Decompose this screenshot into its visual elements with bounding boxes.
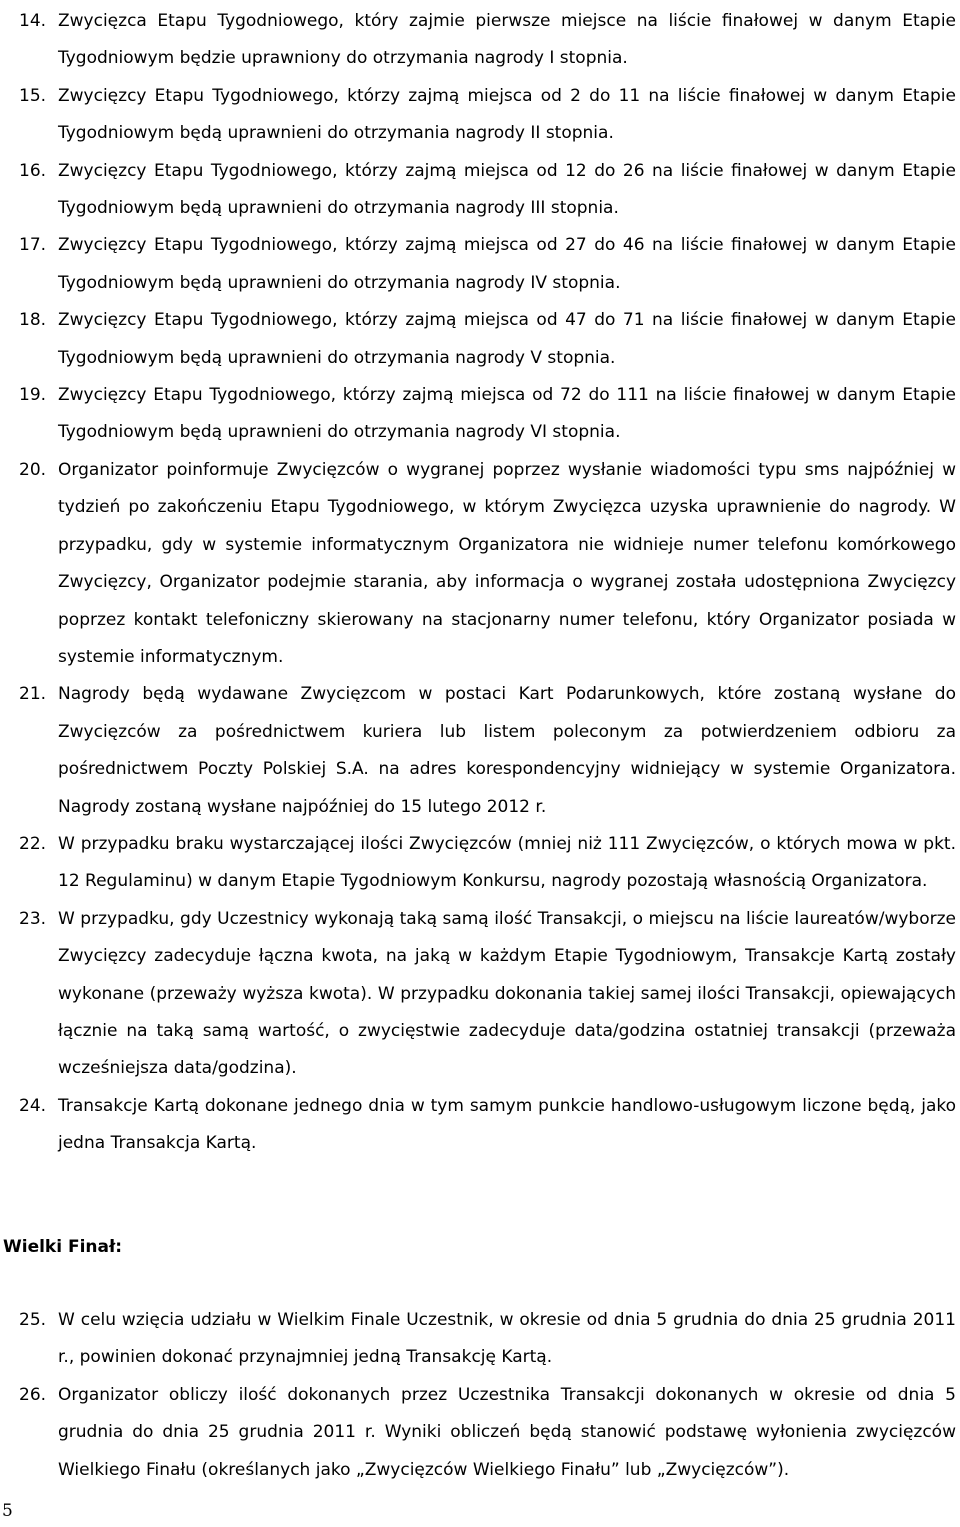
rule-item-20: [0, 452, 956, 676]
rule-text: W celu wzięcia udziału w Wielkim Finale Uczestnik, w okresie od dnia 5 grudnia do dnia 25 grudnia 2011 r., powinien dokonać przynajmniej jedną Transakcję Kartą.: [58, 1310, 956, 1368]
rule-number: 21.: [19, 684, 47, 705]
rule-number: 24.: [19, 1095, 47, 1116]
rule-item-22: [0, 826, 956, 901]
rule-item-26: [0, 1377, 956, 1489]
rule-text: Zwycięzcy Etapu Tygodniowego, którzy zajmą miejsca od 47 do 71 na liście finałowej w danym Etapie Tygodniowym będą uprawnieni do otrzymania nagrody V stopnia.: [58, 310, 956, 368]
rules-list-grand-final: [0, 1302, 956, 1489]
rule-text: Zwycięzcy Etapu Tygodniowego, którzy zajmą miejsca od 27 do 46 na liście finałowej w danym Etapie Tygodniowym będą uprawnieni do otrzymania nagrody IV stopnia.: [58, 235, 956, 293]
rule-number: 17.: [19, 235, 47, 256]
rule-number: 15.: [19, 85, 47, 106]
rule-item-18: [0, 302, 956, 377]
rule-number: 18.: [19, 310, 47, 331]
rules-list-weekly: [0, 3, 956, 1163]
rule-number: 25.: [19, 1310, 47, 1330]
rule-text: W przypadku, gdy Uczestnicy wykonają taką samą ilość Transakcji, o miejscu na liście laureatów/wyborze Zwycięzcy zadecyduje łączna kwota, na jaką w każdym Etapie Tygodniowym, Transakcje Kartą zostały wykonane (przeważy wyższa kwota). W przypadku dokonania takiej samej ilości Transakcji, opiewających łącznie na taką samą wartość, o zwycięstwie zadecyduje data/godzina ostatniej transakcji (przeważa wcześniejsza data/godzina).: [58, 908, 956, 1079]
rule-number: 22.: [19, 833, 47, 854]
rule-item-19: [0, 377, 956, 452]
rule-number: 26.: [19, 1384, 47, 1405]
rule-text: Nagrody będą wydawane Zwycięzcom w postaci Kart Podarunkowych, które zostaną wysłane do Zwycięzców za pośrednictwem kuriera lub listem poleconym za potwierdzeniem odbioru za pośrednictwem Poczty Polskiej S.A. na adres korespondencyjny widniejący w systemie Organizatora. Nagrody zostaną wysłane najpóźniej do 15 lutego 2012 r.: [58, 684, 956, 817]
rule-text: Zwycięzcy Etapu Tygodniowego, którzy zajmą miejsca od 2 do 11 na liście finałowej w danym Etapie Tygodniowym będą uprawnieni do otrzymania nagrody II stopnia.: [58, 85, 956, 144]
rule-item-17: [0, 227, 956, 302]
rule-text: Transakcje Kartą dokonane jednego dnia w tym samym punkcie handlowo-usługowym liczone będą, jako jedna Transakcja Kartą.: [58, 1095, 956, 1154]
rule-text: Zwycięzca Etapu Tygodniowego, który zajmie pierwsze miejsce na liście finałowej w danym Etapie Tygodniowym będzie uprawniony do otrzymania nagrody I stopnia.: [58, 11, 956, 69]
rule-text: Zwycięzcy Etapu Tygodniowego, którzy zajmą miejsca od 12 do 26 na liście finałowej w danym Etapie Tygodniowym będą uprawnieni do otrzymania nagrody III stopnia.: [58, 160, 956, 219]
rule-item-14: [0, 3, 956, 78]
rule-number: 20.: [19, 459, 47, 480]
rule-item-24: [0, 1088, 956, 1163]
rule-item-23: [0, 901, 956, 1088]
rule-number: 23.: [19, 908, 47, 929]
rule-number: 16.: [19, 160, 47, 181]
rule-text: Zwycięzcy Etapu Tygodniowego, którzy zajmą miejsca od 72 do 111 na liście finałowej w danym Etapie Tygodniowym będą uprawnieni do otrzymania nagrody VI stopnia.: [58, 385, 956, 443]
rule-text: Organizator poinformuje Zwycięzców o wygranej poprzez wysłanie wiadomości typu sms najpóźniej w tydzień po zakończeniu Etapu Tygodniowego, w którym Zwycięzca uzyska uprawnienie do nagrody. W przypadku, gdy w systemie informatycznym Organizatora nie widnieje numer telefonu komórkowego Zwycięzcy, Organizator podejmie starania, aby informacja o wygranej została udostępniona Zwycięzcy poprzez kontakt telefoniczny skierowany na stacjonarny numer telefonu, który Organizator posiada w systemie informatycznym.: [58, 459, 956, 667]
section-heading-grand-final: Wielki Finał:: [3, 1237, 123, 1257]
rule-item-21: [0, 676, 956, 826]
rule-text: W przypadku braku wystarczającej ilości Zwycięzców (mniej niż 111 Zwycięzców, o których mowa w pkt. 12 Regulaminu) w danym Etapie Tygodniowym Konkursu, nagrody pozostają własnością Organizatora.: [58, 833, 956, 892]
rule-item-16: [0, 153, 956, 228]
rule-text: Organizator obliczy ilość dokonanych przez Uczestnika Transakcji dokonanych w okresie od dnia 5 grudnia do dnia 25 grudnia 2011 r. Wyniki obliczeń będą stanowić podstawę wyłonienia zwycięzców Wielkiego Finału (określanych jako „Zwycięzców Wielkiego Finału” lub „Zwycięzców”).: [58, 1384, 956, 1480]
rule-number: 19.: [19, 385, 47, 406]
rule-item-15: [0, 78, 956, 153]
rule-number: 14.: [19, 11, 47, 31]
page-number: 5: [2, 1501, 13, 1521]
rule-item-25: [0, 1302, 956, 1377]
